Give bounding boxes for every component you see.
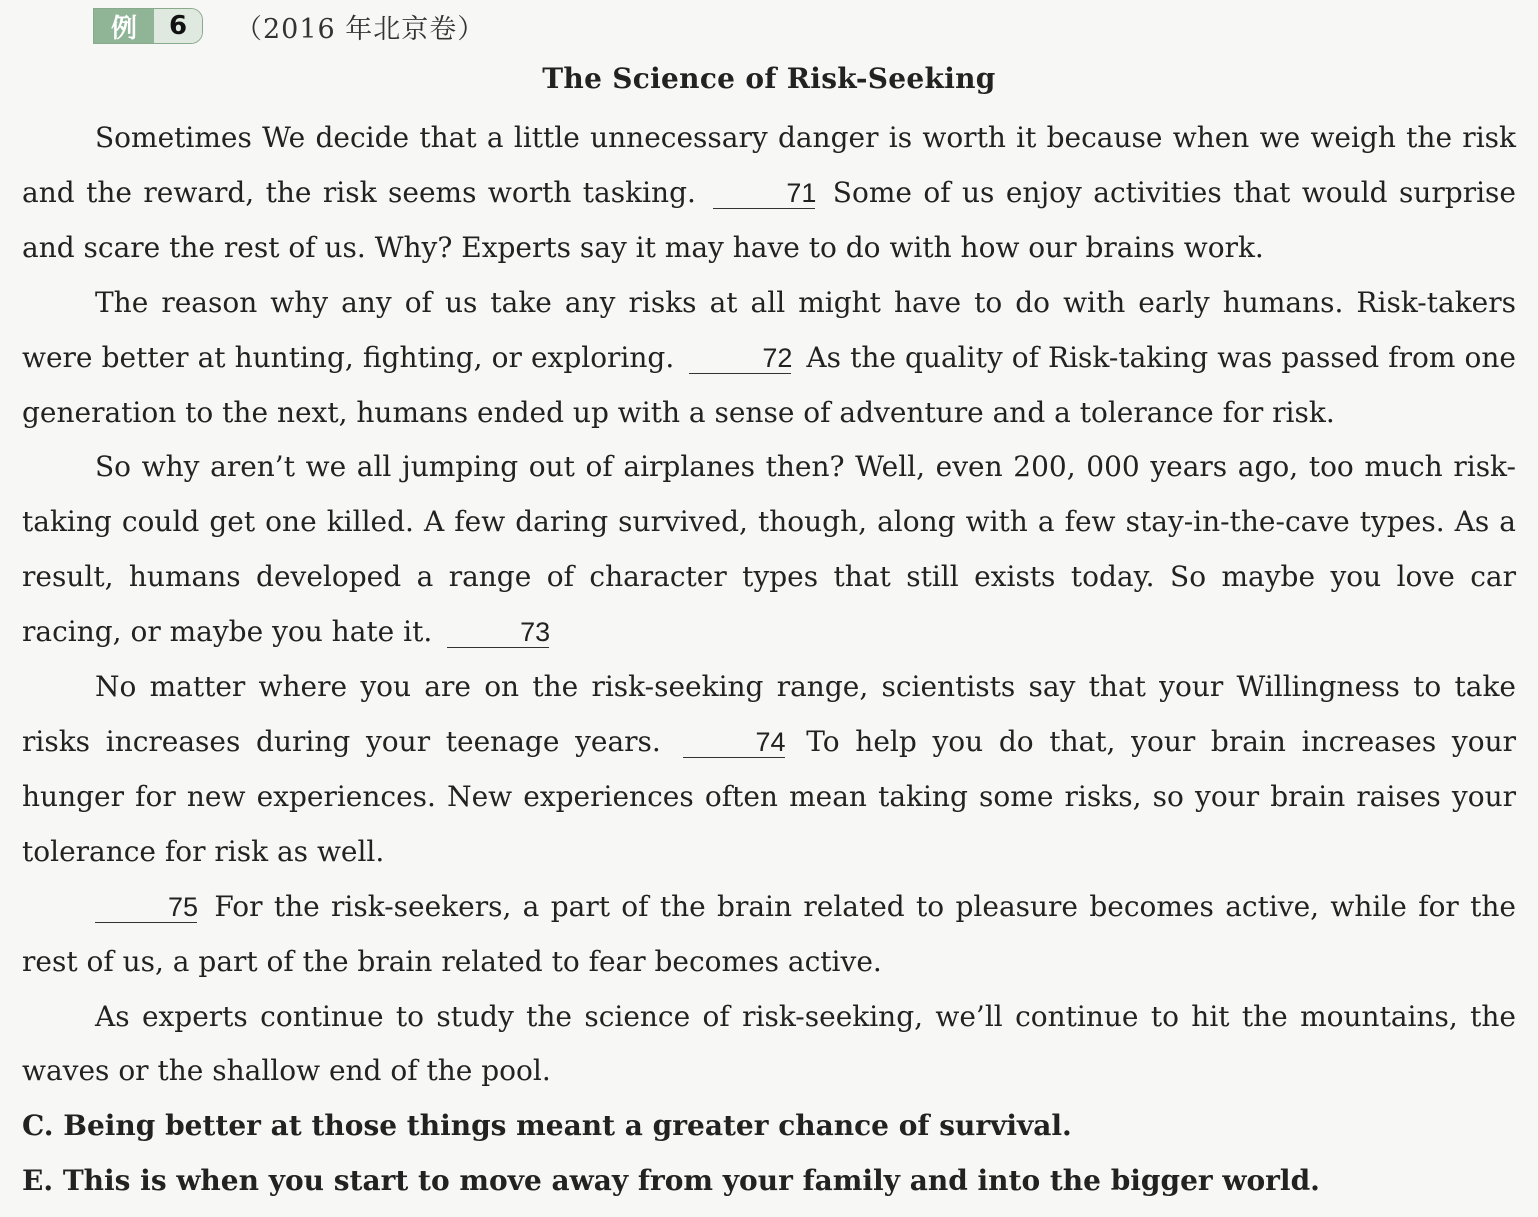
paragraph-text: As experts continue to study the science of risk-seeking, we’ll continue to hit the mountains, the waves or the shallow end of the pool. bbox=[22, 999, 1516, 1088]
paragraph-text: Sometimes We decide that a little unnecessary danger is worth it because when we weigh the risk and the reward, the risk seems worth tasking. bbox=[22, 121, 1516, 209]
paragraph-text: Some of us enjoy activities that would surprise and scare the rest of us. Why? Experts say it may have to do with how our brains work. bbox=[22, 175, 1516, 264]
paragraph-text: So why aren’t we all jumping out of airplanes then? Well, even 200, 000 years ago, too much risk-taking could get one killed. A few daring survived, though, along with a few stay-in-the-cave types. As a result, humans developed a range of character types that still exists today. So maybe you love car racing, or maybe you hate it. bbox=[22, 450, 1516, 649]
example-badge bbox=[93, 8, 203, 44]
blank-71: 71 bbox=[713, 178, 815, 209]
paragraph-3 bbox=[22, 440, 1516, 660]
blank-73: 73 bbox=[447, 617, 549, 648]
blank-74: 74 bbox=[683, 727, 785, 758]
paragraph-5 bbox=[22, 880, 1516, 990]
option-e: E. This is when you start to move away from your family and into the bigger world. bbox=[22, 1164, 1320, 1198]
paragraph-2 bbox=[22, 276, 1516, 441]
paragraph-6 bbox=[22, 990, 1516, 1100]
blank-72: 72 bbox=[689, 343, 791, 374]
paragraph-text: As the quality of Risk-taking was passed from one generation to the next, humans ended up with a sense of adventure and a tolerance for risk. bbox=[22, 340, 1516, 429]
paragraph-1 bbox=[22, 111, 1516, 276]
example-header bbox=[93, 7, 485, 45]
paragraph-4 bbox=[22, 660, 1516, 880]
paragraph-text: To help you do that, your brain increases your hunger for new experiences. New experiences often mean taking some risks, so your brain raises your tolerance for risk as well. bbox=[22, 724, 1517, 868]
paragraph-text: The reason why any of us take any risks at all might have to do with early humans. Risk-takers were better at hunting, fighting, or exploring. bbox=[22, 285, 1516, 374]
passage-title: The Science of Risk-Seeking bbox=[542, 62, 996, 95]
example-number: 6 bbox=[154, 9, 202, 43]
paragraph-text: No matter where you are on the risk-seeking range, scientists say that your Willingness to take risks increases during your teenage years. bbox=[22, 670, 1516, 758]
blank-75: 75 bbox=[95, 892, 197, 923]
paragraph-text: For the risk-seekers, a part of the brain related to pleasure becomes active, while for the rest of us, a part of the brain related to fear becomes active. bbox=[22, 889, 1517, 978]
exam-source: （2016 年北京卷） bbox=[235, 13, 486, 45]
option-c: C. Being better at those things meant a greater chance of survival. bbox=[22, 1109, 1072, 1143]
passage-body bbox=[22, 111, 1516, 1209]
example-label: 例 bbox=[94, 9, 154, 43]
